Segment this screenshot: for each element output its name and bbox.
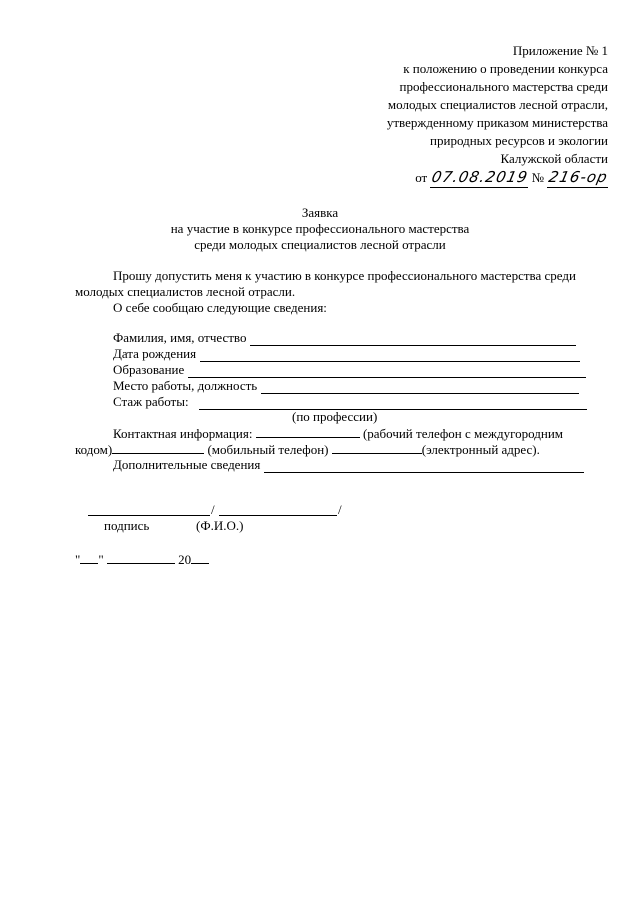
annex-line-3: молодых специалистов лесной отрасли, [387, 97, 608, 112]
date-prefix: от [415, 170, 428, 185]
signature-label: подпись [104, 518, 150, 533]
experience-row [113, 394, 587, 410]
contact-code-label: кодом) [75, 442, 113, 457]
birth-date-field[interactable] [200, 348, 580, 362]
annex-line-2: профессионального мастерства среди [399, 79, 608, 94]
fio-line[interactable] [219, 514, 337, 516]
signature-line[interactable] [88, 514, 210, 516]
annex-line-1: к положению о проведении конкурса [403, 61, 608, 76]
date-quote-open: " [75, 552, 81, 567]
additional-row [113, 457, 584, 473]
workplace-field[interactable] [261, 380, 579, 394]
application-title [0, 205, 640, 253]
signature-slash: / [211, 502, 215, 517]
annex-line-4: утвержденному приказом министерства [386, 115, 608, 130]
year-prefix: 20 [178, 552, 192, 567]
email-field[interactable] [332, 441, 422, 454]
birth-date-label: Дата рождения [113, 346, 197, 361]
full-name-row [113, 330, 576, 346]
contact-email-label: (электронный адрес). [421, 442, 540, 457]
education-field[interactable] [188, 364, 586, 378]
workplace-label: Место работы, должность [113, 378, 258, 393]
date-quote-close: " [98, 552, 104, 567]
number-prefix: № [531, 170, 544, 185]
experience-field[interactable] [199, 396, 587, 410]
request-line-2: молодых специалистов лесной отрасли. [75, 284, 296, 299]
contact-row-2 [75, 441, 540, 458]
mobile-phone-field[interactable] [112, 441, 204, 454]
order-number-handwritten: 216-ор [547, 168, 610, 186]
request-line-1: Прошу допустить меня к участию в конкурсе профессионального мастерства среди [113, 268, 576, 283]
annex-header [308, 42, 608, 188]
experience-label: Стаж работы: [113, 394, 189, 409]
annex-line-5: природных ресурсов и экологии [430, 133, 608, 148]
signature-slash-end: / [338, 502, 342, 517]
info-intro: О себе сообщаю следующие сведения: [113, 300, 327, 315]
title-line-3: среди молодых специалистов лесной отрасли [194, 237, 446, 252]
additional-label: Дополнительные сведения [113, 457, 261, 472]
contact-mobile-label: (мобильный телефон) [207, 442, 329, 457]
title-line-2: на участие в конкурсе профессионального мастерства [170, 221, 470, 236]
title-line-1: Заявка [301, 205, 339, 220]
additional-field[interactable] [264, 459, 584, 473]
full-name-field[interactable] [250, 332, 576, 346]
contact-work-phone-label: (рабочий телефон с междугородним [362, 426, 564, 441]
experience-note: (по профессии) [292, 409, 378, 424]
work-phone-field[interactable] [256, 425, 360, 438]
education-label: Образование [113, 362, 185, 377]
fio-label: (Ф.И.О.) [196, 518, 244, 533]
day-field[interactable] [80, 551, 98, 564]
annex-title: Приложение № 1 [512, 43, 608, 58]
full-name-label: Фамилия, имя, отчество [113, 330, 247, 345]
order-date-handwritten: 07.08.2019 [430, 168, 531, 186]
workplace-row [113, 378, 579, 394]
order-date-number [308, 168, 608, 188]
month-field[interactable] [107, 551, 175, 564]
annex-line-6: Калужской области [500, 151, 608, 166]
order-number-field [547, 168, 608, 188]
birth-date-row [113, 346, 580, 362]
contact-row-1 [113, 425, 563, 442]
signature-date [75, 551, 209, 568]
year-field[interactable] [191, 551, 209, 564]
contact-label: Контактная информация: [113, 426, 253, 441]
order-date-field [430, 168, 531, 188]
education-row [113, 362, 586, 378]
